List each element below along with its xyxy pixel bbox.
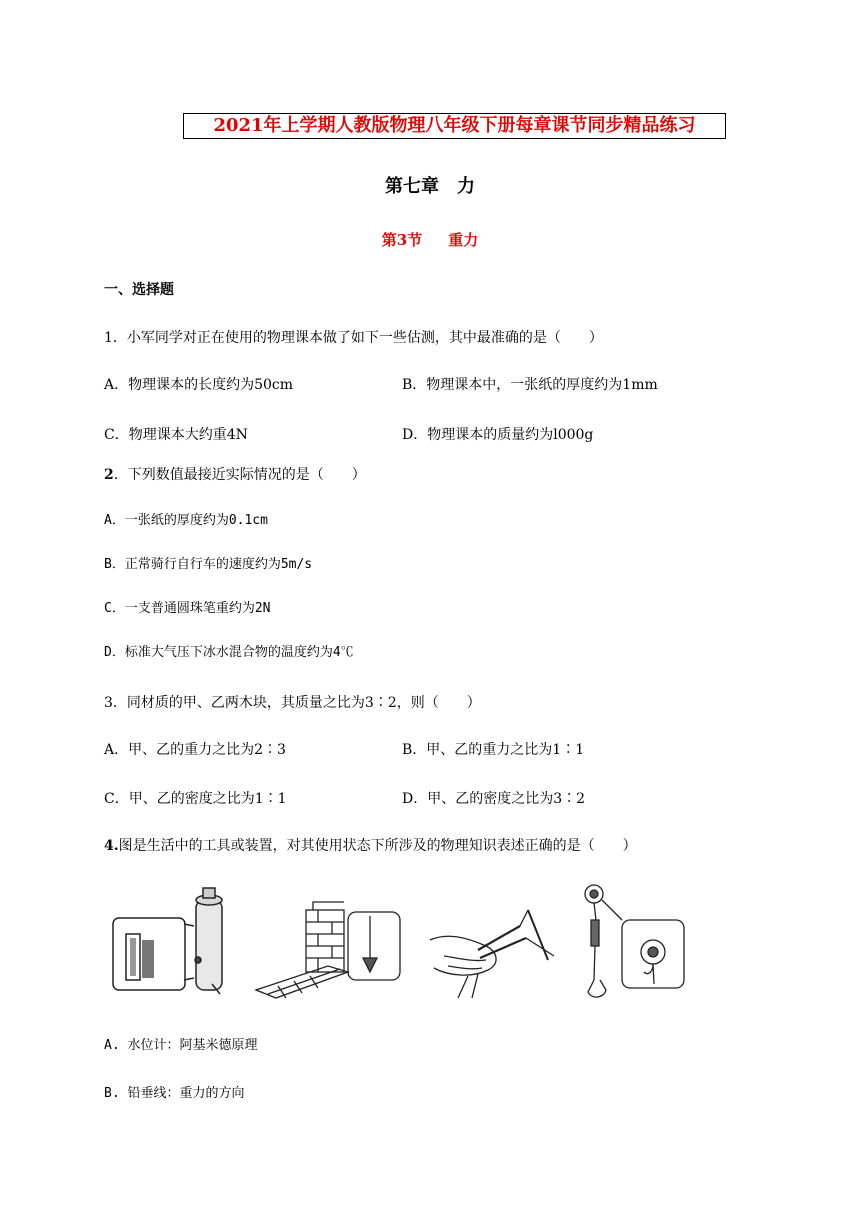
q4-stem-text: 图是生活中的工具或装置，对其使用状态下所涉及的物理知识表述正确的是（ ） [118, 838, 637, 854]
q3-option-d: D．甲、乙的密度之比为3∶2 [402, 791, 586, 807]
q2-option-a: A．一张纸的厚度约为0.1cm [104, 513, 268, 528]
q4-option-b: B. 铅垂线：重力的方向 [104, 1086, 245, 1101]
q1-option-b: B．物理课本中，一张纸的厚度约为1mm [402, 377, 658, 393]
section-title [0, 229, 860, 250]
section-name: 重力 [448, 231, 479, 249]
document-banner: 2021年上学期人教版物理八年级下册每章课节同步精品练习 [183, 113, 726, 139]
q2-option-d: D．标准大气压下冰水混合物的温度约为4℃ [104, 645, 354, 660]
q3-option-b: B．甲、乙的重力之比为1∶1 [402, 742, 585, 758]
q1-option-a: A．物理课本的长度约为50cm [104, 377, 294, 393]
brick-wall-plumb-line-figure [256, 902, 400, 998]
q1-option-c: C．物理课本大约重4N [104, 427, 248, 443]
q4-figure-strip [108, 880, 708, 1002]
q2-option-c: C．一支普通圆珠笔重约为2N [104, 601, 271, 616]
suction-hook-figure [585, 885, 684, 997]
q3-option-c: C．甲、乙的密度之比为1∶1 [104, 791, 287, 807]
section-number: 第3节 [381, 231, 423, 249]
q2-option-b: B．正常骑行自行车的速度约为5m/s [104, 557, 313, 572]
hand-pliers-figure [430, 910, 554, 998]
q2-stem-text: ．下列数值最接近实际情况的是（ ） [113, 467, 366, 483]
q1-stem: 1．小军同学对正在使用的物理课本做了如下一些估测，其中最准确的是（ ） [104, 330, 603, 346]
chapter-title: 第七章 力 [385, 176, 475, 197]
q2-stem [104, 464, 366, 484]
q4-stem [104, 835, 637, 855]
q3-stem: 3．同材质的甲、乙两木块，其质量之比为3∶2，则（ ） [104, 695, 481, 711]
q4-option-a: A. 水位计：阿基米德原理 [104, 1038, 258, 1053]
q3-option-a: A．甲、乙的重力之比为2∶3 [104, 742, 286, 758]
q1-option-d: D．物理课本的质量约为l000g [402, 427, 594, 443]
q4-number: 4. [104, 838, 119, 854]
boiler-water-gauge-figure [113, 888, 222, 994]
q2-number: 2 [104, 467, 114, 483]
part-heading: 一、选择题 [104, 282, 174, 298]
